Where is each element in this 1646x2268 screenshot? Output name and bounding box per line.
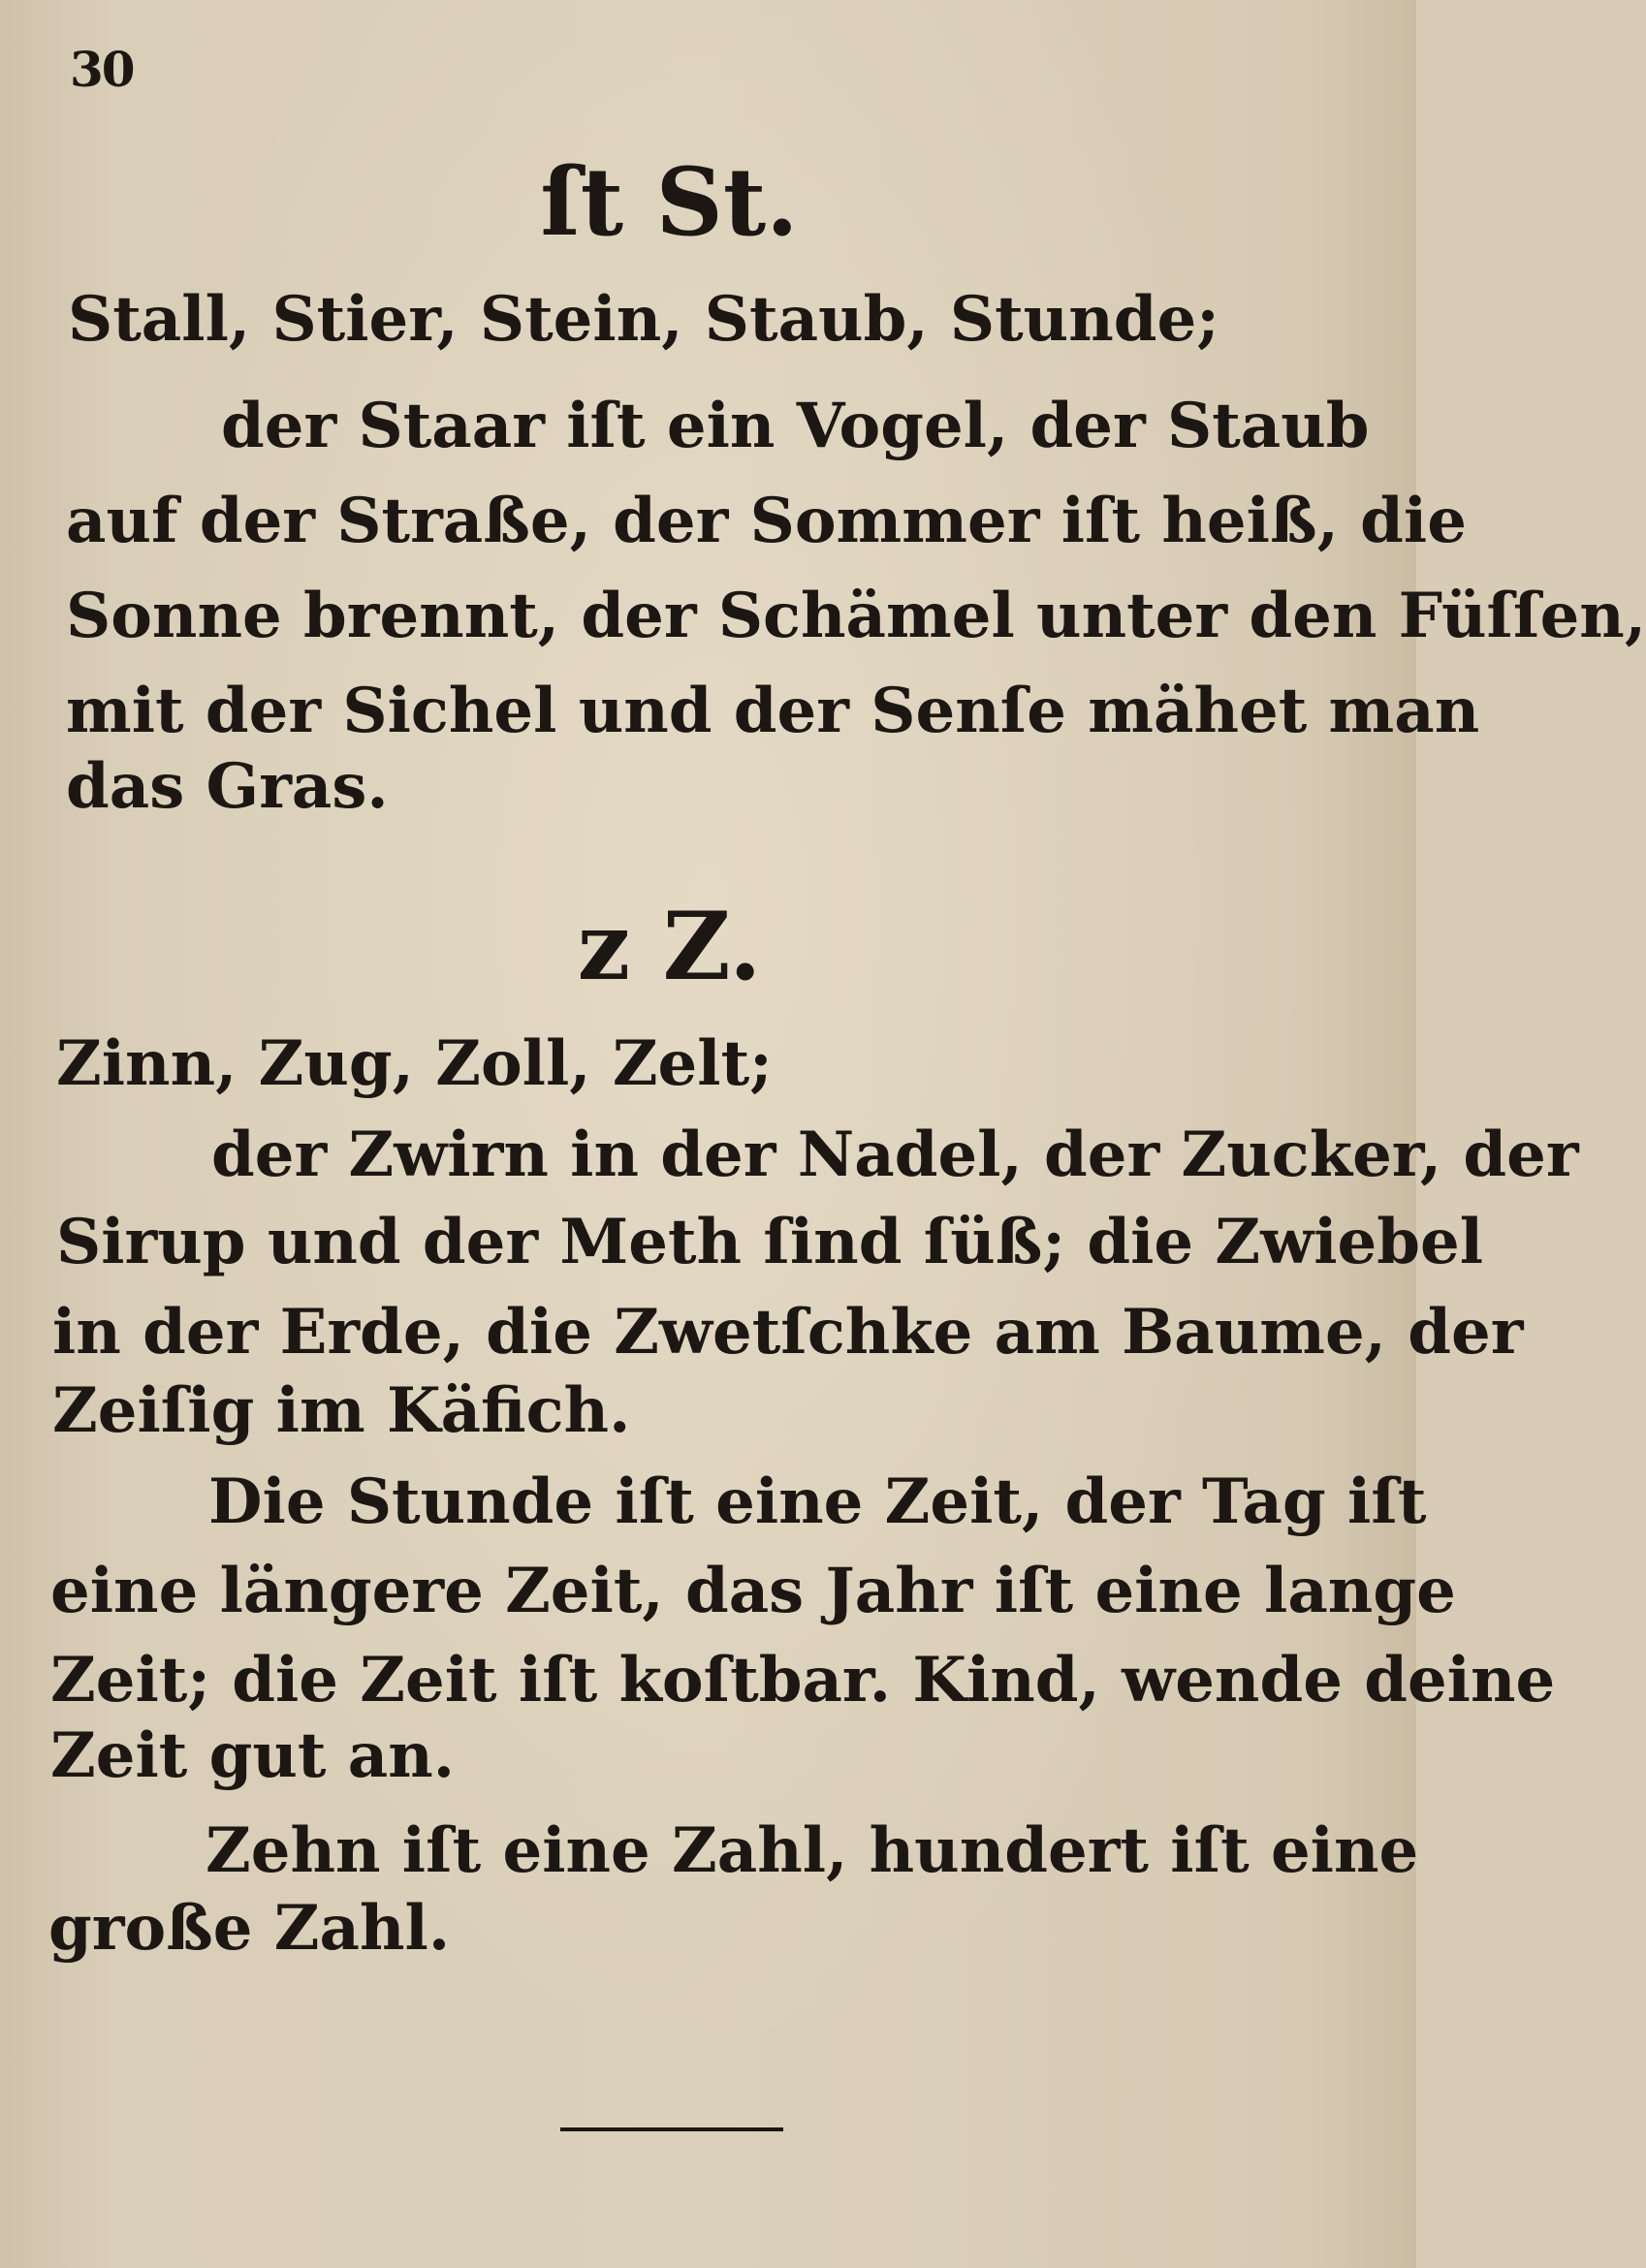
closing-rule (560, 2127, 783, 2131)
page-number: 30 (70, 41, 134, 98)
text-line: Die Stunde iſt eine Zeit, der Tag iſt (208, 1465, 1427, 1538)
word-list-z: Zinn, Zug, Zoll, Zelt; (56, 1027, 773, 1100)
text-line: eine längere Zeit, das Jahr iſt eine lange (50, 1555, 1456, 1627)
text-line: der Staar iſt ein Vogel, der Staub (221, 390, 1370, 462)
text-line: Sirup und der Meth ſind ſüß; die Zwiebel (56, 1206, 1483, 1278)
text-line: mit der Sichel und der Senſe mähet man (66, 675, 1480, 747)
text-line: das Gras. (66, 750, 389, 823)
text-line: große Zahl. (48, 1892, 451, 1965)
text-line: in der Erde, die Zwetſchke am Baume, der (52, 1296, 1524, 1369)
text-line: Zehn iſt eine Zahl, hundert iſt eine (206, 1814, 1419, 1887)
word-list-st: Stall, Stier, Stein, Staub, Stunde; (68, 283, 1219, 356)
text-line: auf der Straße, der Sommer iſt heiß, die (66, 485, 1467, 557)
text-line: Zeit; die Zeit iſt koſtbar. Kind, wende deine (50, 1644, 1556, 1717)
text-line: Zeiſig im Käfich. (52, 1374, 631, 1447)
section-heading-st: ſt St. (540, 147, 799, 257)
text-line: Zeit gut an. (50, 1719, 455, 1792)
section-heading-z: z Z. (577, 892, 762, 1001)
text-line: Sonne brennt, der Schämel unter den Füſſen, (66, 580, 1646, 652)
text-line: der Zwirn in der Nadel, der Zucker, der (211, 1118, 1579, 1191)
